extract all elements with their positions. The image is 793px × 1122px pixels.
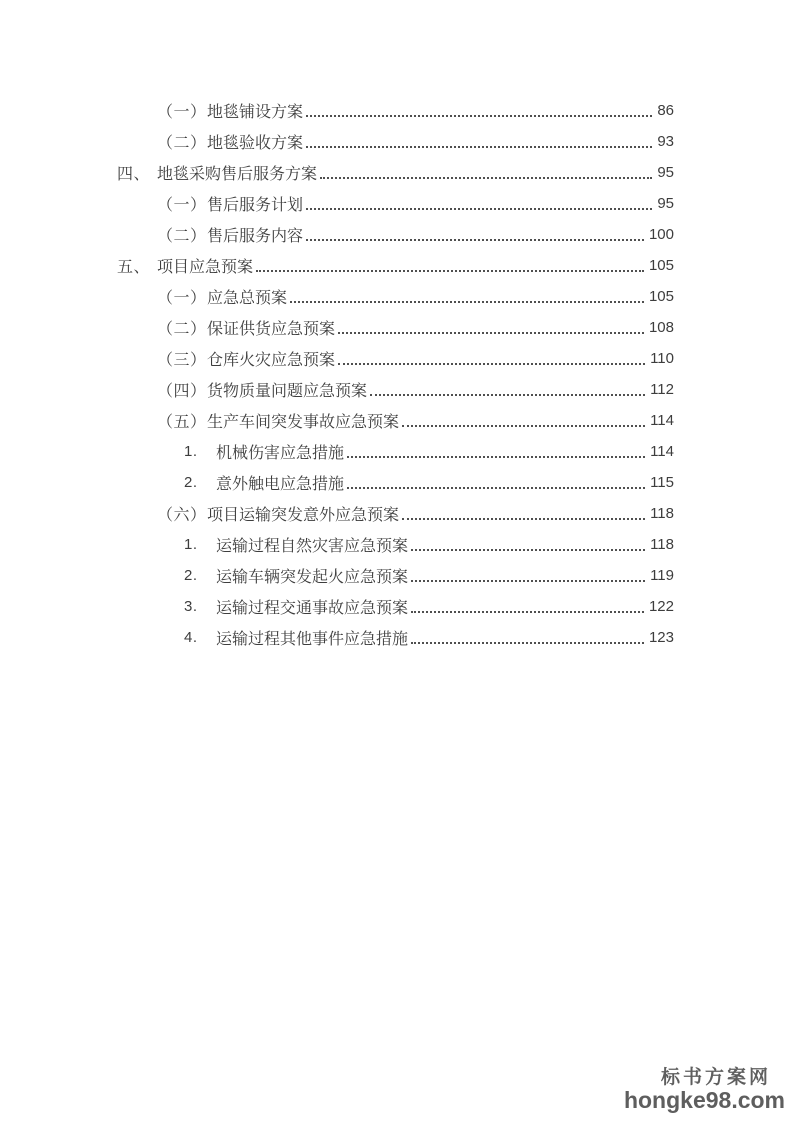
toc-entry bbox=[117, 250, 674, 281]
toc-entry-title: 机械伤害应急措施 bbox=[216, 445, 345, 462]
toc-dotted-leader bbox=[411, 538, 645, 551]
toc-entry-title: 运输过程自然灾害应急预案 bbox=[216, 538, 409, 555]
toc-entry-page-number: 108 bbox=[648, 319, 674, 336]
watermark bbox=[624, 1068, 785, 1112]
toc-entry bbox=[117, 281, 674, 312]
toc-entry-title: 售后服务内容 bbox=[207, 228, 304, 245]
toc-dotted-leader bbox=[411, 600, 644, 613]
toc-entry-title: 项目应急预案 bbox=[157, 259, 254, 276]
toc-entry-prefix: （一） bbox=[157, 290, 207, 307]
toc-dotted-leader bbox=[306, 197, 652, 210]
toc-entry-prefix: 四、 bbox=[117, 166, 151, 183]
toc-entry-prefix: （三） bbox=[157, 352, 207, 369]
toc-entry bbox=[117, 560, 674, 591]
toc-entry-prefix: （六） bbox=[157, 507, 207, 524]
toc-entry-title: 地毯验收方案 bbox=[207, 135, 304, 152]
toc-entry-prefix: 3. bbox=[184, 598, 198, 615]
toc-entry bbox=[117, 95, 674, 126]
toc-entry bbox=[117, 405, 674, 436]
toc-entry-prefix: 1. bbox=[184, 443, 198, 460]
toc-entry bbox=[117, 126, 674, 157]
toc-entry-title: 售后服务计划 bbox=[207, 197, 304, 214]
toc-entry-title: 运输车辆突发起火应急预案 bbox=[216, 569, 409, 586]
toc-entry-title: 运输过程交通事故应急预案 bbox=[216, 600, 409, 617]
toc-dotted-leader bbox=[411, 569, 645, 582]
toc-entry-prefix: 4. bbox=[184, 629, 198, 646]
toc-entry bbox=[117, 219, 674, 250]
toc-dotted-leader bbox=[338, 321, 644, 334]
toc-entry-page-number: 115 bbox=[650, 474, 674, 491]
toc-entry-title: 项目运输突发意外应急预案 bbox=[207, 507, 400, 524]
toc-entry-page-number: 105 bbox=[648, 288, 674, 305]
toc-entry-page-number: 95 bbox=[657, 164, 674, 181]
toc-dotted-leader bbox=[306, 104, 652, 117]
toc-entry-prefix: （五） bbox=[157, 414, 207, 431]
toc-dotted-leader bbox=[306, 135, 652, 148]
toc-dotted-leader bbox=[306, 228, 644, 241]
toc-entry-page-number: 114 bbox=[650, 443, 674, 460]
toc-entry-prefix: （二） bbox=[157, 321, 207, 338]
toc-entry-page-number: 118 bbox=[650, 505, 674, 522]
toc-entry bbox=[117, 188, 674, 219]
toc-dotted-leader bbox=[338, 352, 645, 365]
toc-entry-page-number: 110 bbox=[650, 350, 674, 367]
toc-entry-title: 货物质量问题应急预案 bbox=[207, 383, 368, 400]
toc-entry-page-number: 112 bbox=[650, 381, 674, 398]
toc-entry-page-number: 93 bbox=[657, 133, 674, 150]
toc-dotted-leader bbox=[347, 445, 645, 458]
toc-entry bbox=[117, 622, 674, 653]
toc-entry-title: 地毯铺设方案 bbox=[207, 104, 304, 121]
toc-entry bbox=[117, 374, 674, 405]
toc-dotted-leader bbox=[370, 383, 645, 396]
toc-entry-page-number: 86 bbox=[657, 102, 674, 119]
toc-entry-prefix: 五、 bbox=[117, 259, 151, 276]
toc-entry bbox=[117, 157, 674, 188]
toc-entry-page-number: 118 bbox=[650, 536, 674, 553]
toc-entry-prefix: （二） bbox=[157, 135, 207, 152]
toc-entry-prefix: 1. bbox=[184, 536, 198, 553]
toc-entry-prefix: 2. bbox=[184, 474, 198, 491]
toc-dotted-leader bbox=[290, 290, 644, 303]
toc-entry-title: 意外触电应急措施 bbox=[216, 476, 345, 493]
toc-entry-title: 地毯采购售后服务方案 bbox=[157, 166, 318, 183]
toc-dotted-leader bbox=[347, 476, 645, 489]
toc-entry bbox=[117, 436, 674, 467]
toc-entry bbox=[117, 529, 674, 560]
toc-entry bbox=[117, 312, 674, 343]
watermark-site-name: 标书方案网 bbox=[660, 1066, 771, 1088]
toc-entry bbox=[117, 498, 674, 529]
toc-entry-page-number: 100 bbox=[648, 226, 674, 243]
toc-entry bbox=[117, 591, 674, 622]
toc-entry-title: 保证供货应急预案 bbox=[207, 321, 336, 338]
toc-entry-page-number: 119 bbox=[650, 567, 674, 584]
toc-entry-page-number: 105 bbox=[648, 257, 674, 274]
toc-entry-page-number: 114 bbox=[650, 412, 674, 429]
toc-entry-title: 运输过程其他事件应急措施 bbox=[216, 631, 409, 648]
table-of-contents bbox=[117, 95, 674, 653]
toc-entry-page-number: 123 bbox=[648, 629, 674, 646]
toc-entry-title: 生产车间突发事故应急预案 bbox=[207, 414, 400, 431]
toc-entry-prefix: （一） bbox=[157, 104, 207, 121]
toc-entry-prefix: （一） bbox=[157, 197, 207, 214]
toc-dotted-leader bbox=[402, 414, 645, 427]
toc-entry bbox=[117, 467, 674, 498]
watermark-site-url: hongke98.com bbox=[623, 1086, 785, 1113]
toc-entry-prefix: （二） bbox=[157, 228, 207, 245]
toc-entry-title: 仓库火灾应急预案 bbox=[207, 352, 336, 369]
toc-entry-page-number: 95 bbox=[657, 195, 674, 212]
toc-dotted-leader bbox=[402, 507, 645, 520]
toc-entry-page-number: 122 bbox=[648, 598, 674, 615]
toc-dotted-leader bbox=[256, 259, 644, 272]
toc-entry-prefix: 2. bbox=[184, 567, 198, 584]
toc-entry-title: 应急总预案 bbox=[207, 290, 288, 307]
toc-entry-prefix: （四） bbox=[157, 383, 207, 400]
toc-entry bbox=[117, 343, 674, 374]
toc-dotted-leader bbox=[320, 166, 652, 179]
toc-dotted-leader bbox=[411, 631, 644, 644]
